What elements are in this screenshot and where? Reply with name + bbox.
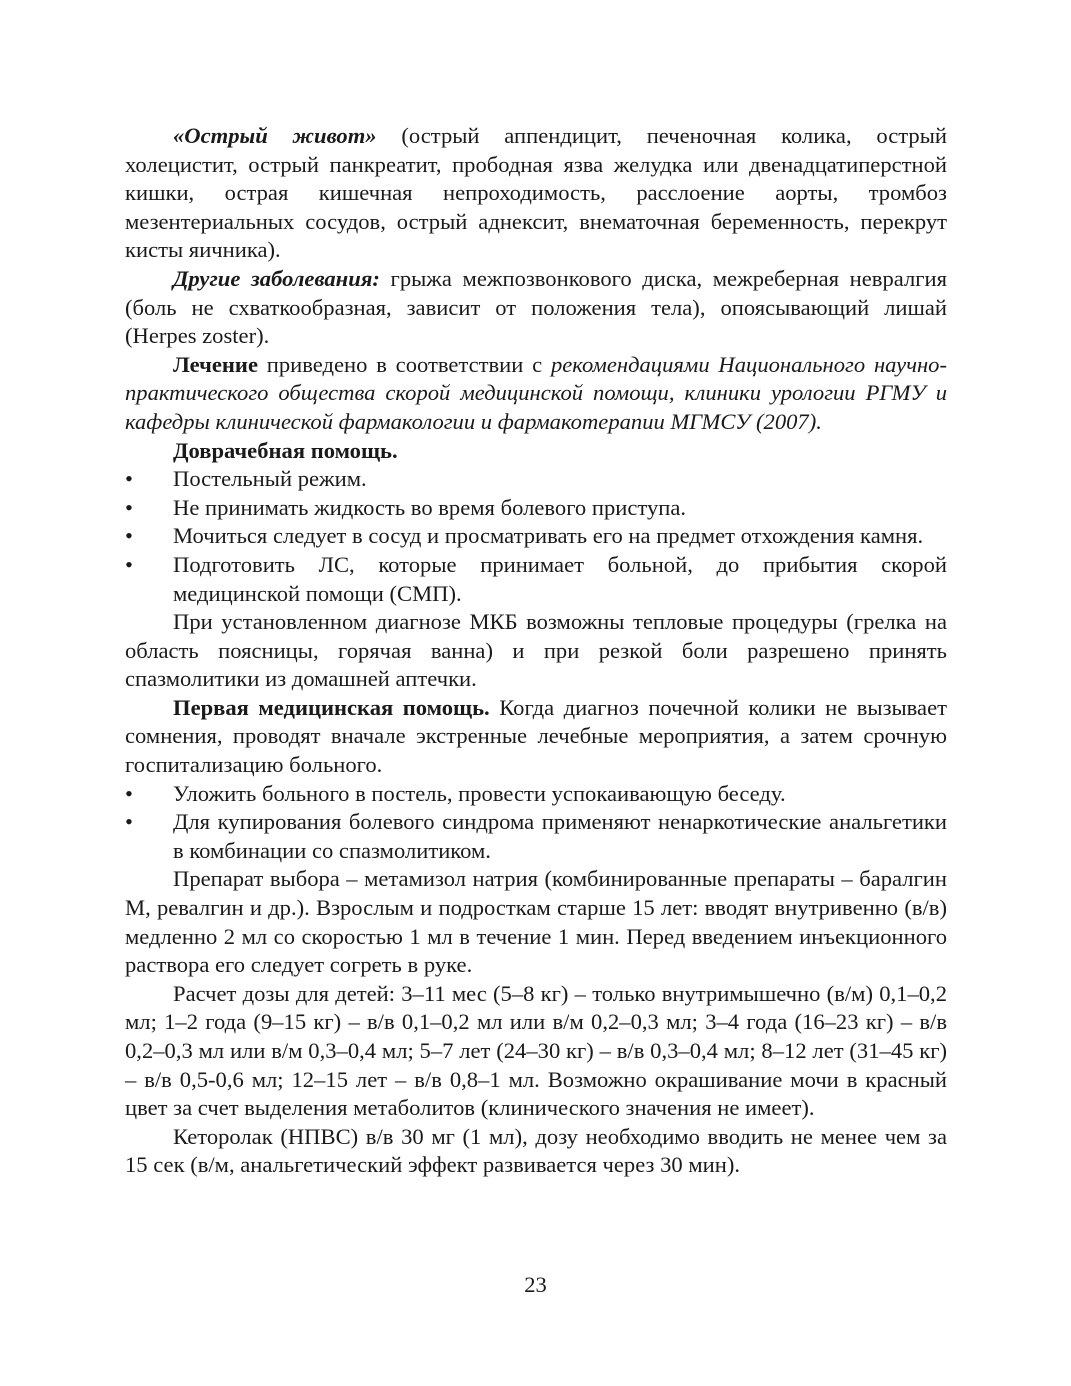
- acute-abdomen-text: (острый аппендицит, печеночная колика, острый холецистит, острый панкреатит, прободная язва желудка или двенадцатиперстной кишки, острая кишечная непроходимость, расслоение аорты, тромбоз мезентериальных сосудов, острый аднексит, внематочная беременность, перекрут кисты яичника).: [125, 123, 948, 263]
- prehospital-list: [125, 465, 947, 608]
- paragraph-child-dose: Расчет дозы для детей: 3–11 мес (5–8 кг) – только внутримышечно (в/м) 0,1–0,2 мл; 1–2 года (9–15 кг) – в/в 0,1–0,2 мл или в/м 0,2–0,3 мл; 3–4 года (16–23 кг) – в/в 0,2–0,3 мл или в/м 0,3–0,4 мл; 5–7 лет (24–30 кг) – в/в 0,3–0,4 мл; 8–12 лет (31–45 кг) – в/в 0,5-0,6 мл; 12–15 лет – в/в 0,8–1 мл. Возможно окрашивание мочи в красный цвет за счет выделения метаболитов (клинического значения не имеет).: [125, 980, 947, 1121]
- list-item-text: Подготовить ЛС, которые принимает больной, до прибытия скорой медицинской помощи (СМП).: [173, 551, 947, 606]
- page-number: 23: [524, 1272, 547, 1297]
- list-item: [125, 494, 947, 523]
- bullet-icon: •: [125, 494, 133, 520]
- list-item: [125, 465, 947, 494]
- paragraph-drug-choice: Препарат выбора – метамизол натрия (комбинированные препараты – баралгин М, ревалгин и др.). Взрослым и подросткам старше 15 лет: вводят внутривенно (в/в) медленно 2 мл со скоростью 1 мл в течение 1 мин. Перед введением инъекционного раствора его следует согреть в руке.: [125, 866, 947, 978]
- list-item: [125, 780, 947, 809]
- bullet-icon: •: [125, 780, 133, 806]
- paragraph-established-diagnosis: При установленном диагнозе МКБ возможны тепловые процедуры (грелка на область поясницы, горячая ванна) и при резкой боли разрешено принять спазмолитики из домашней аптечки.: [125, 609, 947, 692]
- bullet-icon: •: [125, 551, 133, 577]
- list-item-text: Не принимать жидкость во время болевого приступа.: [173, 494, 687, 520]
- term-other-diseases: Другие заболевания:: [173, 265, 380, 291]
- first-aid-list: [125, 780, 947, 866]
- first-aid-text: Когда диагноз почечной колики не вызывает сомнения, проводят вначале экстренные лечебные мероприятия, а затем срочную госпитализацию больного.: [125, 694, 947, 778]
- list-item-text: Для купирования болевого синдрома применяют ненаркотические анальгетики в комбинации со спазмолитиком.: [173, 809, 947, 863]
- list-item-text: Постельный режим.: [173, 466, 367, 492]
- list-item: [125, 551, 947, 608]
- bullet-icon: •: [125, 523, 133, 549]
- term-treatment: Лечение: [173, 351, 258, 377]
- paragraph-ketorolac: Кеторолак (НПВС) в/в 30 мг (1 мл), дозу необходимо вводить не менее чем за 15 сек (в/м, анальгетический эффект развивается через 30 мин).: [125, 1123, 947, 1178]
- heading-prehospital-aid: Доврачебная помощь.: [173, 437, 398, 463]
- treatment-text: приведено в соответствии с: [257, 351, 551, 377]
- paragraph-treatment: [125, 351, 947, 437]
- other-diseases-text: грыжа межпозвонкового диска, межреберная невралгия (боль не схваткообразная, зависит от положения тела), опоясывающий лишай (Herpes zoster).: [125, 265, 947, 349]
- treatment-source: рекомендациями Национального научно-практического общества скорой медицинской помощи, клиники урологии РГМУ и кафедры клинической фармакологии и фармакотерапии МГМСУ (2007).: [125, 351, 947, 434]
- paragraph-acute-abdomen: [125, 122, 947, 265]
- paragraph-first-aid: [125, 694, 947, 780]
- paragraph-other-diseases: [125, 265, 947, 351]
- list-item: [125, 808, 947, 865]
- bullet-icon: •: [125, 466, 133, 492]
- bullet-icon: •: [125, 809, 133, 835]
- term-acute-abdomen: «Острый живот»: [173, 123, 377, 148]
- list-item-text: Мочиться следует в сосуд и просматривать его на предмет отхождения камня.: [173, 523, 924, 549]
- page-body: [125, 122, 947, 1180]
- list-item: [125, 522, 947, 551]
- term-first-aid: Первая медицинская помощь.: [173, 694, 490, 720]
- list-item-text: Уложить больного в постель, провести успокаивающую беседу.: [173, 780, 786, 806]
